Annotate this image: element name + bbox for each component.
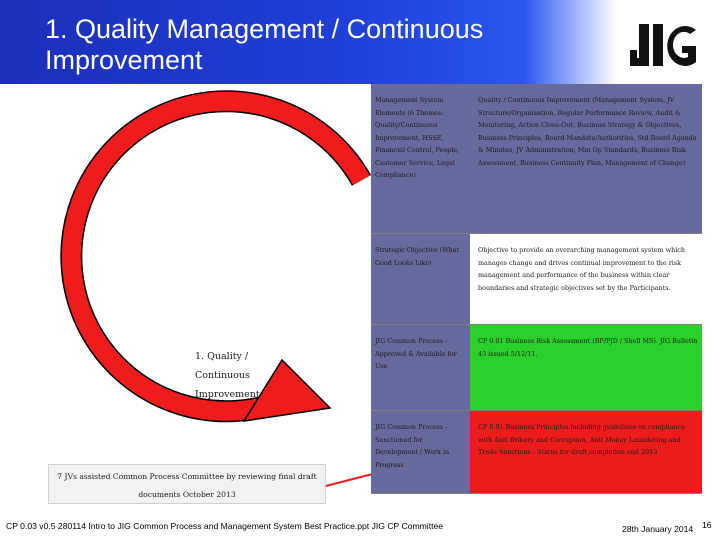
page-title: 1. Quality Management / Continuous Improvement	[45, 14, 484, 75]
jv-review-callout: 7 JVs assisted Common Process Committee by reviewing final draft documents October 2013	[48, 464, 326, 504]
table-cell-label: Strategic Objective (What Good Looks Like)	[371, 234, 470, 324]
table-row	[371, 411, 702, 494]
page-number: 16	[702, 520, 712, 530]
table-row	[371, 325, 702, 411]
table-cell-label: JIG Common Process - Sanctioned for Development / Work in Progress	[371, 411, 470, 493]
table-cell-content: Quality / Continuous Improvement (Management System, JV Structure/Organisation, Regular Performance Review, Audit & Monitoring, Action Close-Out, Business Strategy & Objectives, Business Principles, Board Mandate/Authorities, Std Board Agenda & Minutes, JV Administration, Min Op Standards, Business Risk Assessment, Business Continuity Plan, Management of Change)	[470, 84, 702, 233]
footer-document-reference: CP 0.03 v0.5 280114 Intro to JIG Common Process and Management System Best Practice.ppt JIG CP Committee	[6, 521, 444, 531]
table-cell-content: Objective to provide an overarching management system which manages change and drives continual improvement to the risk management and performance of the business within clear boundaries and strategic objectives set by the Participants.	[470, 234, 702, 324]
table-row	[371, 84, 702, 234]
footer-date: 28th January 2014	[622, 524, 694, 534]
quality-improvement-label: 1. Quality / Continuous Improvement	[195, 351, 260, 400]
table-cell-content: CP 0.01 Business Risk Assessment (BP/PJD / Shell MS). JIG Bulletin 43 issued 5/12/11.	[470, 325, 702, 410]
table-cell-content: CP 0.01 Business Principles including guidelines on compliance with Anti Bribery and Corruption, Anti Money Laundering and Trade Sanctions - Status for draft completion end 2013	[470, 411, 702, 493]
table-cell-label: Management System Elements (6 Themes: Quality/Continuous Improvement, HSSE, Financial Control, People, Customer Service, Legal Compliance)	[371, 84, 470, 233]
table-cell-label: JIG Common Process - Approved & Available for Use	[371, 325, 470, 410]
management-system-table	[371, 84, 702, 494]
table-row	[371, 234, 702, 325]
